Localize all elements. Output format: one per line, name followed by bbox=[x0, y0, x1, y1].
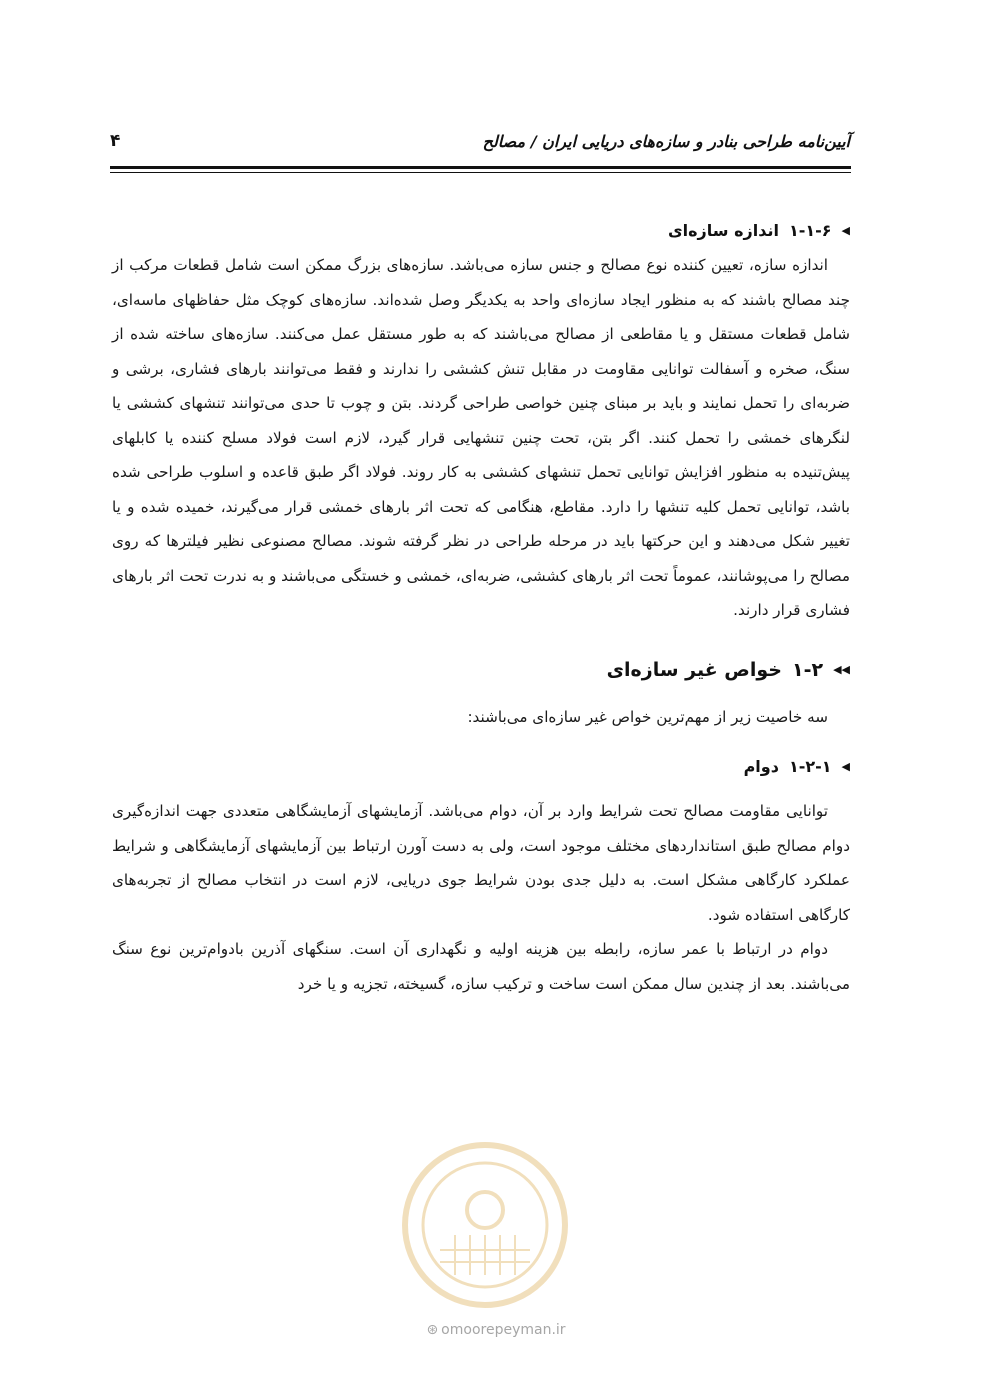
header-rule-thin bbox=[110, 172, 851, 173]
section-title: دوام bbox=[743, 756, 779, 776]
paragraph-durability-2: دوام در ارتباط با عمر سازه، رابطه بین هزینه اولیه و نگهداری آن است. سنگهای آذرین بادوام‌ترین نوع سنگ می‌باشند. بعد از چندین سال ممکن است ساخت و ترکیب سازه، گسیخته، تجزیه و یا خرد bbox=[112, 940, 850, 993]
section-number: ۱-۲-۱ bbox=[788, 756, 832, 776]
section-number: ۱-۱-۶ bbox=[788, 220, 832, 240]
page-body bbox=[112, 212, 850, 1001]
watermark-site-text: omoorepeyman.ir bbox=[441, 1322, 566, 1338]
section-heading-durability bbox=[112, 748, 850, 784]
bullet-triangle-icon: ◀ bbox=[841, 223, 850, 237]
section-title: اندازه سازه‌ای bbox=[667, 220, 779, 240]
watermark-site bbox=[0, 1322, 992, 1338]
section-title: خواص غیر سازه‌ای bbox=[606, 658, 782, 681]
page-number: ۴ bbox=[110, 131, 121, 151]
double-bullet-triangle-icon: ◀◀ bbox=[833, 663, 850, 676]
running-title: آیین‌نامه طراحی بنادر و سازه‌های دریایی ایران / مصالح bbox=[482, 131, 850, 151]
section-heading-nonstructural bbox=[112, 650, 850, 690]
paragraph-size: اندازه سازه، تعیین کننده نوع مصالح و جنس سازه می‌باشد. سازه‌های بزرگ ممکن است شامل قطعات مرکب از چند مصالح باشند که به منظور ایجاد سازه‌ای واحد به یکدیگر وصل شده‌اند. سازه‌های کوچک مثل حفاظهای ماسه‌ای، شامل قطعات مستقل و یا مقاطعی از مصالح می‌باشند که به طور مستقل عمل می‌کنند. سازه‌های ساخته شده از سنگ، صخره و آسفالت توانایی مقاومت در مقابل تنش کششی را ندارند و فقط می‌توانند بارهای فشاری، برشی و ضربه‌ای را تحمل نمایند و باید بر مبنای چنین خواصی طراحی گردند. بتن و چوب تا حدی می‌توانند تنشهای کششی یا لنگرهای خمشی را تحمل کنند. اگر بتن، تحت چنین تنشهایی قرار گیرد، لازم است فولاد مسلح کننده یا کابلهای پیش‌تنیده به منظور افزایش توانایی تحمل تنشهای کششی به کار روند. فولاد اگر طبق قاعده و اسلوب طراحی شده باشد، توانایی تحمل کلیه تنشها را دارد. مقاطع، هنگامی که تحت اثر بارهای خمشی قرار می‌گیرند، خمیده شده و یا تغییر شکل می‌دهند و این حرکتها باید در مرحله طراحی در نظر گرفته شوند. مصالح مصنوعی نظیر فیلترها که روی مصالح را می‌پوشانند، عموماً تحت اثر بارهای کششی، ضربه‌ای، خمشی و خستگی می‌باشند و به ندرت تحت اثر بارهای فشاری قرار دارند. bbox=[112, 256, 850, 619]
header-rule-thick bbox=[110, 166, 851, 169]
section-number: ۱-۲ bbox=[791, 658, 824, 681]
section-heading-size bbox=[112, 212, 850, 248]
watermark-seal bbox=[400, 1140, 570, 1310]
paragraph-durability-1: توانایی مقاومت مصالح تحت شرایط وارد بر آن، دوام می‌باشد. آزمایشهای آزمایشگاهی متعددی جهت اندازه‌گیری دوام مصالح طبق استانداردهای مختلف موجود است، ولی به دست آورن ارتباط بین آزمایشهای آزمایشگاهی و شرایط عملکرد کارگاهی مشکل است. به دلیل جدی بودن شرایط جوی دریایی، لازم است در انتخاب مصالح از تجربه‌های کارگاهی استفاده شود. bbox=[112, 802, 850, 924]
bullet-triangle-icon: ◀ bbox=[841, 759, 850, 773]
seal-icon: ⊛ bbox=[426, 1322, 439, 1338]
running-header bbox=[110, 126, 850, 156]
paragraph-nonstructural-intro: سه خاصیت زیر از مهم‌ترین خواص غیر سازه‌ای می‌باشند: bbox=[467, 707, 828, 726]
